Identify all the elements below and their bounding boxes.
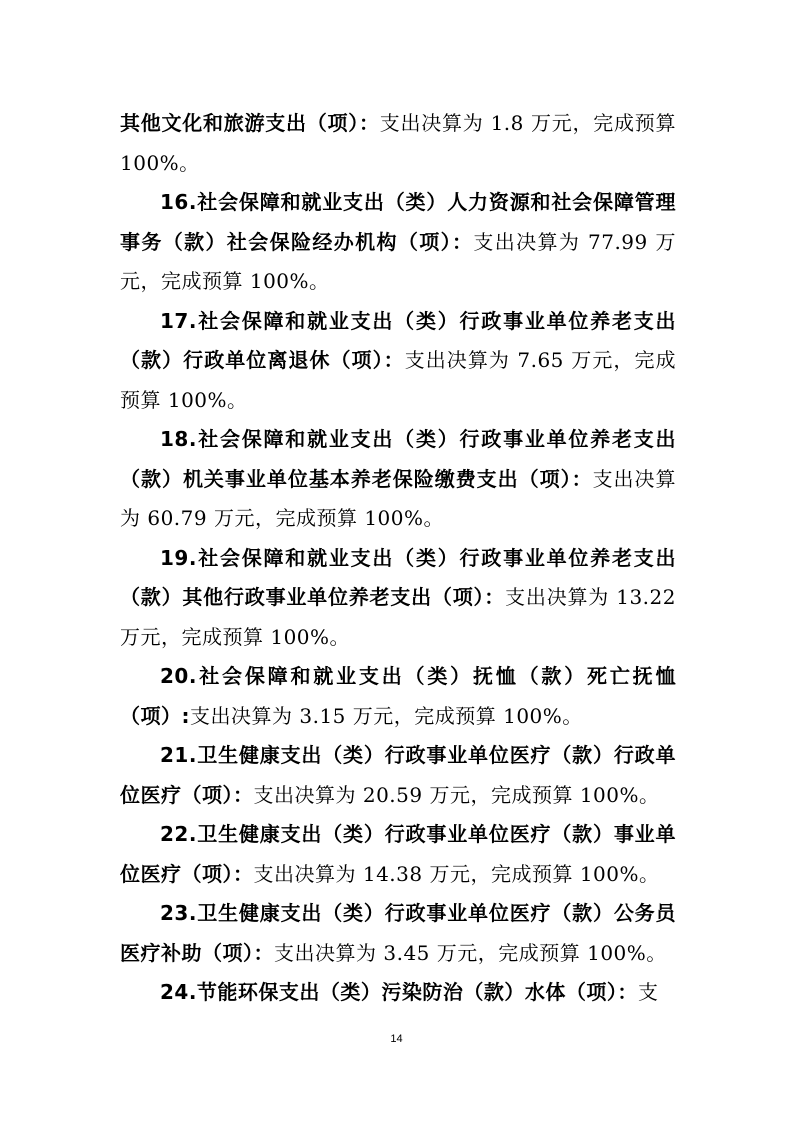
document-body: [120, 104, 676, 1013]
paragraph-text: 支: [637, 980, 659, 1004]
paragraph-heading: 17.社会保障和就业支出（类）行政事业单位养老支出（款）行政单位离退休（项）：: [120, 308, 676, 372]
paragraph-heading: 23.卫生健康支出（类）行政事业单位医疗（款）公务员医疗补助（项）：: [120, 901, 676, 965]
paragraph-item-17: [120, 302, 676, 421]
paragraph-text: 支出决算为 3.15 万元，完成预算 100%。: [190, 703, 583, 728]
paragraph-item-16: [120, 183, 676, 302]
paragraph-item-19: [120, 539, 676, 658]
paragraph-heading: 24.节能环保支出（类）污染防治（款）水体（项）：: [160, 980, 638, 1004]
paragraph-heading: 22.卫生健康支出（类）行政事业单位医疗（款）事业单位医疗（项）：: [120, 822, 676, 886]
paragraph-text: 支出决算为 3.45 万元，完成预算 100%。: [274, 940, 667, 965]
paragraph-heading: 20.社会保障和就业支出（类）抚恤（款）死亡抚恤（项）:: [120, 664, 676, 728]
paragraph-other-culture-tourism: [120, 104, 676, 183]
paragraph-item-22: [120, 815, 676, 894]
paragraph-item-18: [120, 420, 676, 539]
paragraph-item-24: [120, 973, 676, 1013]
paragraph-text: 支出决算为 7.65 万元，完成预算 100%。: [120, 348, 676, 412]
paragraph-heading: 其他文化和旅游支出（项）：: [120, 111, 380, 135]
paragraph-text: 支出决算为 20.59 万元，完成预算 100%。: [253, 782, 660, 807]
paragraph-text: 支出决算为 14.38 万元，完成预算 100%。: [253, 861, 660, 886]
paragraph-heading: 16.社会保障和就业支出（类）人力资源和社会保障管理事务（款）社会保险经办机构（项）：: [120, 190, 676, 254]
paragraph-text: 支出决算为 1.8 万元，完成预算 100%。: [120, 111, 676, 175]
paragraph-text: 支出决算为 60.79 万元，完成预算 100%。: [120, 466, 677, 530]
paragraph-text: 支出决算为 13.22 万元，完成预算 100%。: [120, 585, 676, 649]
page-number: 14: [390, 1033, 403, 1045]
paragraph-item-23: [120, 894, 676, 973]
paragraph-item-21: [120, 736, 676, 815]
paragraph-item-20: [120, 657, 676, 736]
paragraph-text: 支出决算为 77.99 万元，完成预算 100%。: [120, 229, 676, 293]
paragraph-heading: 18.社会保障和就业支出（类）行政事业单位养老支出（款）机关事业单位基本养老保险缴费支出（项）：: [120, 427, 676, 491]
paragraph-heading: 19.社会保障和就业支出（类）行政事业单位养老支出（款）其他行政事业单位养老支出（项）：: [120, 545, 676, 609]
paragraph-heading: 21.卫生健康支出（类）行政事业单位医疗（款）行政单位医疗（项）：: [120, 743, 676, 807]
